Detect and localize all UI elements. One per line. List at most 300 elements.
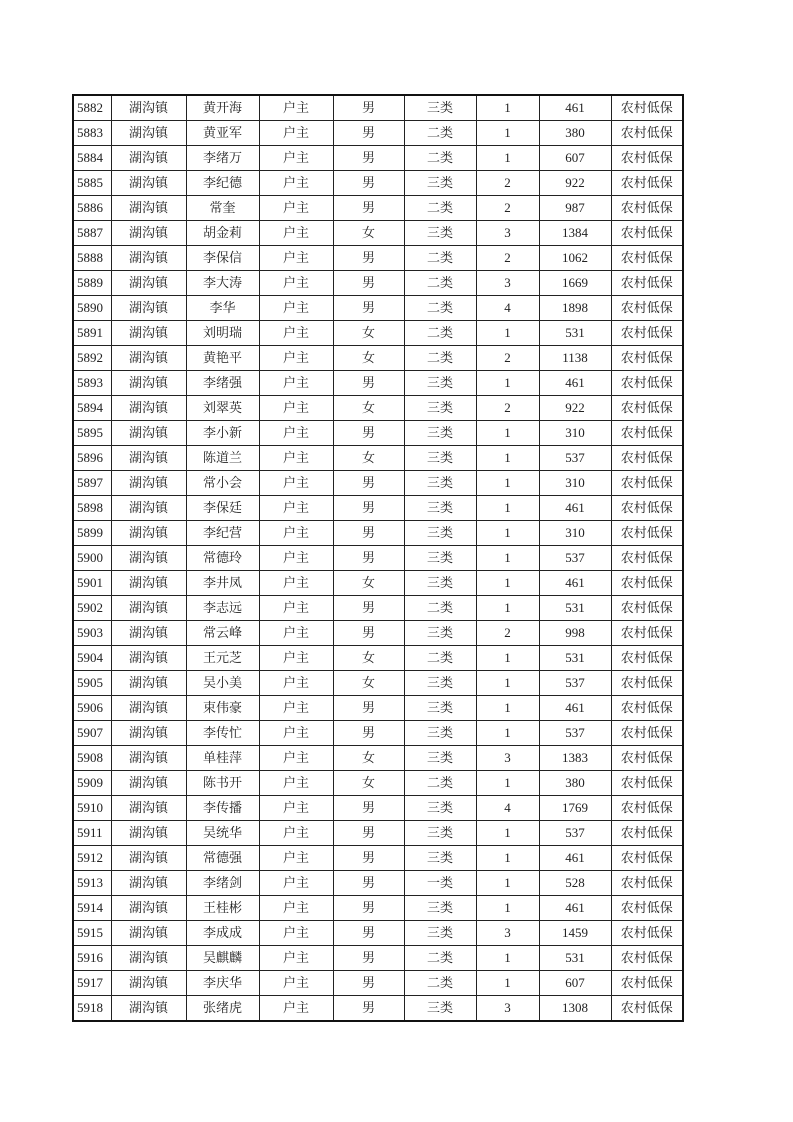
serial-number-cell: 5902: [73, 596, 111, 621]
gender-cell: 男: [333, 271, 404, 296]
table-row: [73, 496, 683, 521]
relation-cell: 户主: [259, 796, 333, 821]
relation-cell: 户主: [259, 596, 333, 621]
category-cell: 二类: [404, 346, 476, 371]
amount-cell: 987: [539, 196, 611, 221]
serial-number-cell: 5897: [73, 471, 111, 496]
serial-number-cell: 5916: [73, 946, 111, 971]
gender-cell: 女: [333, 671, 404, 696]
name-cell: 李传忙: [186, 721, 259, 746]
serial-number-cell: 5882: [73, 95, 111, 121]
table-row: [73, 521, 683, 546]
name-cell: 黄亚军: [186, 121, 259, 146]
amount-cell: 1383: [539, 746, 611, 771]
gender-cell: 男: [333, 921, 404, 946]
category-cell: 二类: [404, 596, 476, 621]
household-size-cell: 3: [476, 921, 539, 946]
assistance-type-cell: 农村低保: [611, 971, 683, 996]
relation-cell: 户主: [259, 621, 333, 646]
name-cell: 李传播: [186, 796, 259, 821]
amount-cell: 607: [539, 971, 611, 996]
amount-cell: 1459: [539, 921, 611, 946]
name-cell: 吴麒麟: [186, 946, 259, 971]
amount-cell: 380: [539, 771, 611, 796]
category-cell: 三类: [404, 571, 476, 596]
amount-cell: 461: [539, 371, 611, 396]
relation-cell: 户主: [259, 546, 333, 571]
category-cell: 三类: [404, 921, 476, 946]
relation-cell: 户主: [259, 946, 333, 971]
gender-cell: 男: [333, 471, 404, 496]
household-size-cell: 1: [476, 471, 539, 496]
amount-cell: 1062: [539, 246, 611, 271]
gender-cell: 男: [333, 846, 404, 871]
table-row: [73, 446, 683, 471]
household-size-cell: 1: [476, 421, 539, 446]
table-row: [73, 846, 683, 871]
gender-cell: 男: [333, 296, 404, 321]
serial-number-cell: 5883: [73, 121, 111, 146]
table-row: [73, 221, 683, 246]
table-row: [73, 821, 683, 846]
gender-cell: 男: [333, 521, 404, 546]
serial-number-cell: 5891: [73, 321, 111, 346]
serial-number-cell: 5911: [73, 821, 111, 846]
name-cell: 李绪强: [186, 371, 259, 396]
amount-cell: 461: [539, 496, 611, 521]
category-cell: 三类: [404, 896, 476, 921]
town-cell: 湖沟镇: [111, 621, 186, 646]
town-cell: 湖沟镇: [111, 146, 186, 171]
assistance-type-cell: 农村低保: [611, 146, 683, 171]
category-cell: 二类: [404, 246, 476, 271]
name-cell: 李小新: [186, 421, 259, 446]
amount-cell: 310: [539, 521, 611, 546]
serial-number-cell: 5912: [73, 846, 111, 871]
relation-cell: 户主: [259, 171, 333, 196]
serial-number-cell: 5894: [73, 396, 111, 421]
relation-cell: 户主: [259, 496, 333, 521]
amount-cell: 537: [539, 721, 611, 746]
name-cell: 刘明瑞: [186, 321, 259, 346]
serial-number-cell: 5910: [73, 796, 111, 821]
assistance-type-cell: 农村低保: [611, 471, 683, 496]
name-cell: 束伟豪: [186, 696, 259, 721]
assistance-type-cell: 农村低保: [611, 421, 683, 446]
household-size-cell: 4: [476, 796, 539, 821]
serial-number-cell: 5892: [73, 346, 111, 371]
assistance-type-cell: 农村低保: [611, 846, 683, 871]
serial-number-cell: 5900: [73, 546, 111, 571]
town-cell: 湖沟镇: [111, 196, 186, 221]
amount-cell: 922: [539, 171, 611, 196]
relation-cell: 户主: [259, 196, 333, 221]
category-cell: 三类: [404, 421, 476, 446]
assistance-type-cell: 农村低保: [611, 296, 683, 321]
name-cell: 李井凤: [186, 571, 259, 596]
serial-number-cell: 5913: [73, 871, 111, 896]
serial-number-cell: 5889: [73, 271, 111, 296]
relation-cell: 户主: [259, 921, 333, 946]
relation-cell: 户主: [259, 95, 333, 121]
table-body: [73, 95, 683, 1021]
relation-cell: 户主: [259, 971, 333, 996]
serial-number-cell: 5899: [73, 521, 111, 546]
gender-cell: 女: [333, 396, 404, 421]
relation-cell: 户主: [259, 296, 333, 321]
category-cell: 三类: [404, 721, 476, 746]
gender-cell: 男: [333, 796, 404, 821]
gender-cell: 男: [333, 596, 404, 621]
gender-cell: 男: [333, 621, 404, 646]
amount-cell: 461: [539, 846, 611, 871]
serial-number-cell: 5896: [73, 446, 111, 471]
gender-cell: 男: [333, 696, 404, 721]
serial-number-cell: 5887: [73, 221, 111, 246]
table-row: [73, 296, 683, 321]
category-cell: 二类: [404, 771, 476, 796]
gender-cell: 男: [333, 146, 404, 171]
assistance-type-cell: 农村低保: [611, 696, 683, 721]
serial-number-cell: 5917: [73, 971, 111, 996]
amount-cell: 537: [539, 446, 611, 471]
household-size-cell: 1: [476, 146, 539, 171]
serial-number-cell: 5906: [73, 696, 111, 721]
gender-cell: 女: [333, 771, 404, 796]
serial-number-cell: 5918: [73, 996, 111, 1022]
name-cell: 李绪剑: [186, 871, 259, 896]
gender-cell: 男: [333, 496, 404, 521]
amount-cell: 528: [539, 871, 611, 896]
household-size-cell: 1: [476, 821, 539, 846]
name-cell: 常奎: [186, 196, 259, 221]
town-cell: 湖沟镇: [111, 95, 186, 121]
relation-cell: 户主: [259, 671, 333, 696]
town-cell: 湖沟镇: [111, 471, 186, 496]
household-size-cell: 1: [476, 546, 539, 571]
gender-cell: 男: [333, 121, 404, 146]
town-cell: 湖沟镇: [111, 596, 186, 621]
serial-number-cell: 5905: [73, 671, 111, 696]
gender-cell: 女: [333, 571, 404, 596]
household-size-cell: 1: [476, 971, 539, 996]
serial-number-cell: 5907: [73, 721, 111, 746]
relation-cell: 户主: [259, 446, 333, 471]
town-cell: 湖沟镇: [111, 546, 186, 571]
household-size-cell: 1: [476, 646, 539, 671]
relation-cell: 户主: [259, 571, 333, 596]
name-cell: 张绪虎: [186, 996, 259, 1022]
category-cell: 二类: [404, 146, 476, 171]
amount-cell: 461: [539, 571, 611, 596]
assistance-type-cell: 农村低保: [611, 596, 683, 621]
household-size-cell: 1: [476, 771, 539, 796]
table-row: [73, 196, 683, 221]
serial-number-cell: 5890: [73, 296, 111, 321]
gender-cell: 男: [333, 821, 404, 846]
assistance-type-cell: 农村低保: [611, 496, 683, 521]
household-size-cell: 1: [476, 721, 539, 746]
table-row: [73, 796, 683, 821]
serial-number-cell: 5884: [73, 146, 111, 171]
name-cell: 王桂彬: [186, 896, 259, 921]
gender-cell: 男: [333, 896, 404, 921]
household-size-cell: 1: [476, 521, 539, 546]
household-size-cell: 1: [476, 846, 539, 871]
category-cell: 三类: [404, 846, 476, 871]
amount-cell: 310: [539, 471, 611, 496]
assistance-type-cell: 农村低保: [611, 246, 683, 271]
table-row: [73, 946, 683, 971]
assistance-type-cell: 农村低保: [611, 671, 683, 696]
household-size-cell: 2: [476, 346, 539, 371]
serial-number-cell: 5903: [73, 621, 111, 646]
town-cell: 湖沟镇: [111, 721, 186, 746]
category-cell: 三类: [404, 521, 476, 546]
table-row: [73, 971, 683, 996]
name-cell: 单桂萍: [186, 746, 259, 771]
gender-cell: 男: [333, 196, 404, 221]
category-cell: 三类: [404, 95, 476, 121]
household-size-cell: 1: [476, 946, 539, 971]
serial-number-cell: 5895: [73, 421, 111, 446]
town-cell: 湖沟镇: [111, 221, 186, 246]
household-size-cell: 2: [476, 246, 539, 271]
amount-cell: 531: [539, 646, 611, 671]
amount-cell: 380: [539, 121, 611, 146]
serial-number-cell: 5885: [73, 171, 111, 196]
category-cell: 三类: [404, 496, 476, 521]
assistance-type-cell: 农村低保: [611, 646, 683, 671]
category-cell: 二类: [404, 971, 476, 996]
household-size-cell: 1: [476, 446, 539, 471]
category-cell: 三类: [404, 221, 476, 246]
table-row: [73, 271, 683, 296]
amount-cell: 1384: [539, 221, 611, 246]
name-cell: 李保廷: [186, 496, 259, 521]
name-cell: 吴小美: [186, 671, 259, 696]
assistance-type-cell: 农村低保: [611, 371, 683, 396]
relation-cell: 户主: [259, 371, 333, 396]
gender-cell: 男: [333, 371, 404, 396]
household-size-cell: 4: [476, 296, 539, 321]
town-cell: 湖沟镇: [111, 396, 186, 421]
name-cell: 李志远: [186, 596, 259, 621]
assistance-type-cell: 农村低保: [611, 521, 683, 546]
relation-cell: 户主: [259, 471, 333, 496]
town-cell: 湖沟镇: [111, 746, 186, 771]
table-row: [73, 121, 683, 146]
category-cell: 三类: [404, 396, 476, 421]
assistance-type-cell: 农村低保: [611, 721, 683, 746]
category-cell: 二类: [404, 196, 476, 221]
serial-number-cell: 5886: [73, 196, 111, 221]
relation-cell: 户主: [259, 246, 333, 271]
household-size-cell: 1: [476, 696, 539, 721]
amount-cell: 537: [539, 546, 611, 571]
name-cell: 李成成: [186, 921, 259, 946]
amount-cell: 461: [539, 696, 611, 721]
town-cell: 湖沟镇: [111, 446, 186, 471]
gender-cell: 男: [333, 246, 404, 271]
table-row: [73, 771, 683, 796]
household-size-cell: 3: [476, 996, 539, 1022]
relation-cell: 户主: [259, 221, 333, 246]
name-cell: 陈道兰: [186, 446, 259, 471]
table-row: [73, 746, 683, 771]
town-cell: 湖沟镇: [111, 846, 186, 871]
amount-cell: 531: [539, 321, 611, 346]
category-cell: 三类: [404, 546, 476, 571]
serial-number-cell: 5893: [73, 371, 111, 396]
amount-cell: 537: [539, 821, 611, 846]
table-row: [73, 396, 683, 421]
gender-cell: 女: [333, 346, 404, 371]
relation-cell: 户主: [259, 146, 333, 171]
table-row: [73, 896, 683, 921]
gender-cell: 男: [333, 171, 404, 196]
town-cell: 湖沟镇: [111, 246, 186, 271]
category-cell: 三类: [404, 996, 476, 1022]
amount-cell: 531: [539, 596, 611, 621]
table-row: [73, 346, 683, 371]
amount-cell: 1308: [539, 996, 611, 1022]
table-row: [73, 721, 683, 746]
serial-number-cell: 5915: [73, 921, 111, 946]
table-row: [73, 421, 683, 446]
relation-cell: 户主: [259, 996, 333, 1022]
household-size-cell: 1: [476, 95, 539, 121]
table-row: [73, 321, 683, 346]
town-cell: 湖沟镇: [111, 571, 186, 596]
relation-cell: 户主: [259, 746, 333, 771]
assistance-type-cell: 农村低保: [611, 821, 683, 846]
assistance-type-cell: 农村低保: [611, 871, 683, 896]
relation-cell: 户主: [259, 396, 333, 421]
household-size-cell: 2: [476, 396, 539, 421]
amount-cell: 607: [539, 146, 611, 171]
table-row: [73, 571, 683, 596]
town-cell: 湖沟镇: [111, 796, 186, 821]
table-row: [73, 471, 683, 496]
relation-cell: 户主: [259, 846, 333, 871]
town-cell: 湖沟镇: [111, 871, 186, 896]
gender-cell: 女: [333, 646, 404, 671]
town-cell: 湖沟镇: [111, 521, 186, 546]
name-cell: 李大涛: [186, 271, 259, 296]
amount-cell: 1669: [539, 271, 611, 296]
relation-cell: 户主: [259, 271, 333, 296]
name-cell: 李华: [186, 296, 259, 321]
relation-cell: 户主: [259, 346, 333, 371]
household-size-cell: 3: [476, 271, 539, 296]
amount-cell: 461: [539, 896, 611, 921]
table-row: [73, 596, 683, 621]
category-cell: 三类: [404, 796, 476, 821]
category-cell: 三类: [404, 671, 476, 696]
assistance-type-cell: 农村低保: [611, 771, 683, 796]
household-size-cell: 1: [476, 896, 539, 921]
name-cell: 王元芝: [186, 646, 259, 671]
table-row: [73, 546, 683, 571]
assistance-type-cell: 农村低保: [611, 921, 683, 946]
category-cell: 二类: [404, 121, 476, 146]
serial-number-cell: 5908: [73, 746, 111, 771]
name-cell: 陈书开: [186, 771, 259, 796]
household-size-cell: 1: [476, 671, 539, 696]
household-size-cell: 3: [476, 221, 539, 246]
name-cell: 李纪营: [186, 521, 259, 546]
town-cell: 湖沟镇: [111, 321, 186, 346]
town-cell: 湖沟镇: [111, 496, 186, 521]
category-cell: 二类: [404, 271, 476, 296]
relation-cell: 户主: [259, 696, 333, 721]
gender-cell: 男: [333, 971, 404, 996]
household-size-cell: 1: [476, 321, 539, 346]
assistance-type-cell: 农村低保: [611, 271, 683, 296]
serial-number-cell: 5909: [73, 771, 111, 796]
name-cell: 黄开海: [186, 95, 259, 121]
household-size-cell: 1: [476, 596, 539, 621]
town-cell: 湖沟镇: [111, 771, 186, 796]
amount-cell: 537: [539, 671, 611, 696]
category-cell: 二类: [404, 296, 476, 321]
gender-cell: 男: [333, 946, 404, 971]
amount-cell: 998: [539, 621, 611, 646]
gender-cell: 男: [333, 421, 404, 446]
town-cell: 湖沟镇: [111, 946, 186, 971]
table-row: [73, 146, 683, 171]
name-cell: 常德玲: [186, 546, 259, 571]
relation-cell: 户主: [259, 421, 333, 446]
town-cell: 湖沟镇: [111, 821, 186, 846]
table-row: [73, 671, 683, 696]
table-row: [73, 246, 683, 271]
household-size-cell: 1: [476, 571, 539, 596]
amount-cell: 1138: [539, 346, 611, 371]
table-row: [73, 371, 683, 396]
gender-cell: 男: [333, 871, 404, 896]
assistance-type-cell: 农村低保: [611, 896, 683, 921]
name-cell: 常小会: [186, 471, 259, 496]
relation-cell: 户主: [259, 721, 333, 746]
town-cell: 湖沟镇: [111, 996, 186, 1022]
gender-cell: 男: [333, 95, 404, 121]
table-row: [73, 871, 683, 896]
gender-cell: 男: [333, 721, 404, 746]
assistance-type-cell: 农村低保: [611, 95, 683, 121]
category-cell: 三类: [404, 821, 476, 846]
gender-cell: 女: [333, 321, 404, 346]
town-cell: 湖沟镇: [111, 671, 186, 696]
category-cell: 三类: [404, 446, 476, 471]
town-cell: 湖沟镇: [111, 696, 186, 721]
amount-cell: 1898: [539, 296, 611, 321]
serial-number-cell: 5904: [73, 646, 111, 671]
assistance-type-cell: 农村低保: [611, 346, 683, 371]
assistance-type-cell: 农村低保: [611, 796, 683, 821]
relation-cell: 户主: [259, 121, 333, 146]
name-cell: 黄艳平: [186, 346, 259, 371]
amount-cell: 461: [539, 95, 611, 121]
relation-cell: 户主: [259, 771, 333, 796]
town-cell: 湖沟镇: [111, 271, 186, 296]
category-cell: 三类: [404, 371, 476, 396]
relation-cell: 户主: [259, 821, 333, 846]
serial-number-cell: 5901: [73, 571, 111, 596]
relation-cell: 户主: [259, 321, 333, 346]
household-size-cell: 2: [476, 196, 539, 221]
